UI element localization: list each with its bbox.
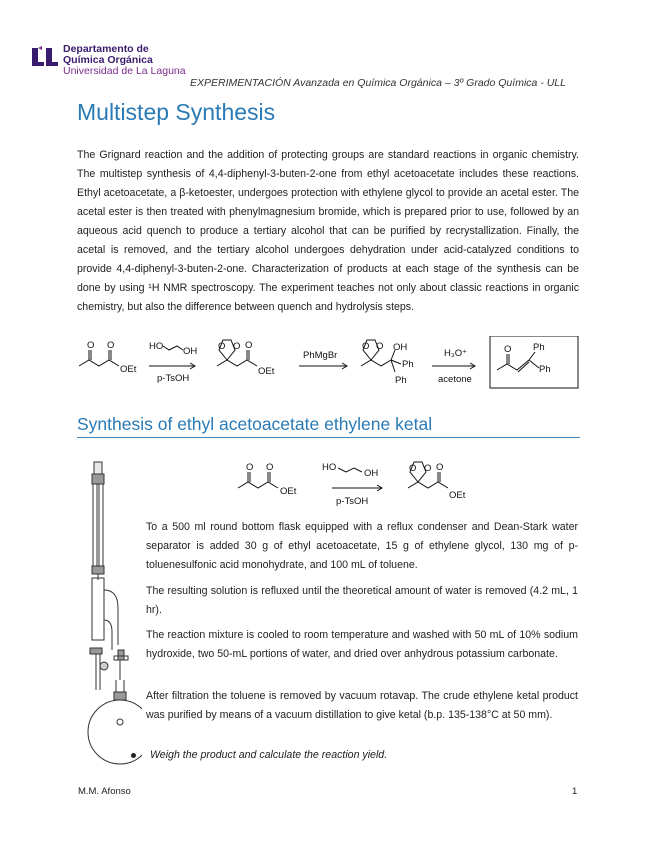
procedure-step-2: The resulting solution is refluxed until the theoretical amount of water is removed (4.2 mL, 1 hr). (146, 585, 578, 616)
bullet-dot-icon (131, 753, 136, 758)
section-heading: Synthesis of ethyl acetoacetate ethylene ketal (77, 414, 580, 438)
reaction-scheme (77, 336, 582, 396)
scheme-o-4: O (233, 341, 241, 352)
scheme-oh-2: OH (393, 342, 408, 353)
department-name (63, 44, 186, 77)
scheme-o-7: O (376, 341, 384, 352)
scheme-o-1: O (87, 340, 95, 351)
scheme-acetone: acetone (438, 374, 472, 385)
logo-line-3: Universidad de La Laguna (63, 65, 186, 77)
page-number: 1 (572, 786, 578, 797)
scheme-oet-2: OEt (258, 366, 275, 377)
bullet-item (131, 749, 387, 761)
course-header: EXPERIMENTACIÓN Avanzada en Química Orgánica – 3º Grado Química - ULL (190, 77, 566, 89)
scheme2-oet-1: OEt (280, 486, 297, 497)
logo-line-1: Departamento de (63, 43, 149, 55)
logo-line-2: Química Orgánica (63, 54, 153, 66)
scheme2-ho: HO (322, 462, 337, 473)
page-title: Multistep Synthesis (77, 99, 276, 125)
scheme-o-2: O (107, 340, 115, 351)
footer-author: M.M. Afonso (78, 786, 131, 797)
scheme-h3o: H₃O⁺ (444, 348, 468, 359)
dean-stark-apparatus-illustration (62, 460, 142, 780)
intro-paragraph: The Grignard reaction and the addition of protecting groups are standard reactions in organic chemistry. The multistep synthesis of 4,4-diphenyl-3-buten-2-one from ethyl acetoacetate includes these reactions. Ethyl acetoacetate, a β-ketoester, undergoes protection with ethylene glycol to provide an acetal ester. The acetal ester is then treated with phenylmagnesium bromide, which is prepared prior to use, followed by an aqueous acid quench to produce a tertiary alcohol that can be purified by recrystallization. Finally, the acetal is removed, and the tertiary alcohol undergoes dehydration under acid-catalyzed conditions to provide 4,4-diphenyl-3-buten-2-one. Characterization of products at each stage of the synthesis can be done by using ¹H NMR spectroscopy. The experiment teaches not only about classic reactions in organic chemistry, but also the difference between quench and hydrolysis steps. (77, 149, 579, 313)
scheme-phmgbr: PhMgBr (303, 350, 338, 361)
scheme-ho: HO (149, 341, 164, 352)
scheme-ph-2: Ph (395, 375, 407, 386)
procedure-step-1: To a 500 ml round bottom flask equipped with a reflux condenser and Dean-Stark water separator is added 30 g of ethyl acetoacetate, 15 g of ethylene glycol, 130 mg of p-toluenesulfonic acid monohydrate, and 100 mL of toluene. (146, 521, 578, 571)
scheme2-ptsoh: p-TsOH (336, 496, 369, 507)
scheme2-o-4: O (424, 463, 432, 474)
scheme-ph-1: Ph (402, 359, 414, 370)
scheme2-o-5: O (436, 462, 444, 473)
scheme-oh-1: OH (183, 346, 198, 357)
scheme-o-8: O (504, 344, 512, 355)
scheme-ph-3: Ph (533, 342, 545, 353)
scheme-oet-1: OEt (120, 364, 137, 375)
scheme2-oh: OH (364, 468, 379, 479)
ketalization-scheme (230, 458, 490, 513)
scheme2-o-3: O (409, 463, 417, 474)
scheme2-o-1: O (246, 462, 254, 473)
scheme-ph-4: Ph (539, 364, 551, 375)
procedure-step-4: After filtration the toluene is removed by vacuum rotavap. The crude ethylene ketal product was purified by means of a vacuum distillation to give ketal (b.p. 135-138°C at 50 mm). (146, 690, 578, 721)
scheme-o-5: O (245, 340, 253, 351)
scheme-ptsoh: p-TsOH (157, 373, 190, 384)
bullet-text: Weigh the product and calculate the reaction yield. (150, 749, 388, 761)
scheme-o-3: O (218, 341, 226, 352)
procedure-step-3: The reaction mixture is cooled to room temperature and washed with 50 mL of 10% sodium hydroxide, two 50-mL portions of water, and dried over anhydrous potassium carbonate. (146, 629, 578, 660)
scheme-o-6: O (362, 341, 370, 352)
scheme2-o-2: O (266, 462, 274, 473)
scheme2-oet-2: OEt (449, 490, 466, 501)
university-logo (30, 46, 60, 68)
